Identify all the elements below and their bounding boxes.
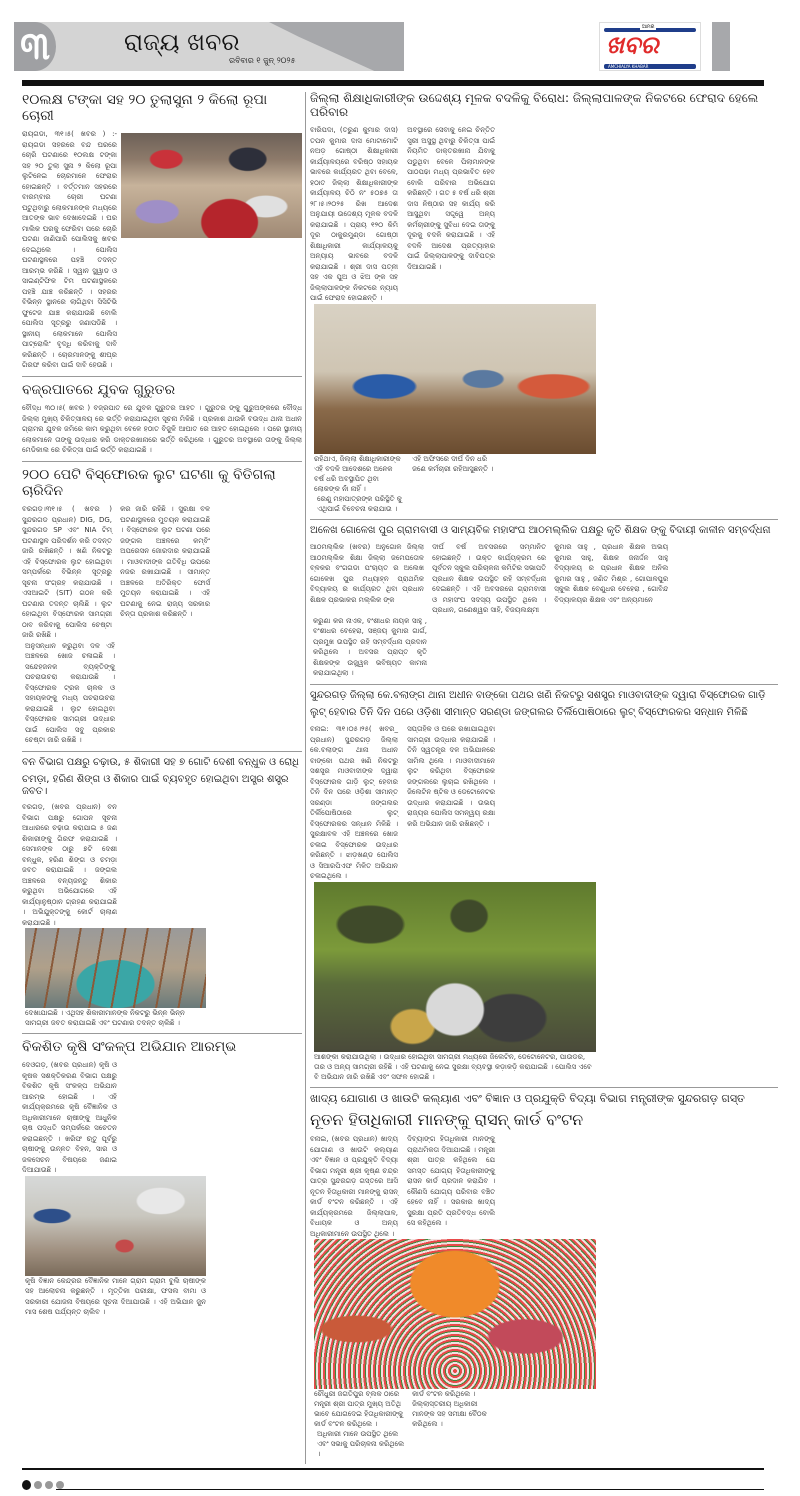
headline-forest-2[interactable]: ଚମଡ଼ା, ହରିଣ ଶିଙ୍ଗ ଓ ଶିକାର ପାଇଁ ବ୍ୟବହୃତ ହୋଇଥିବା ଅସ୍ତ୍ର ଶସ୍ତ୍ର ଜବତ। bbox=[22, 774, 289, 797]
caption-transfer-2: ଏହି ଅଫିସରେ ଦୀର୍ଘ ଦିନ ଧରି ଜଣେ କର୍ମଚାରୀ ରହିଆସୁଛନ୍ତି । bbox=[412, 454, 494, 473]
caption-transfer-1: ରହିଥାଏ, ଜିଲ୍ଲା ଶିକ୍ଷାଧିକାରୀଙ୍କ ଏହି ବଦଳି ଆଦେଶରେ ଅନେକ ବର୍ଷ ଧରି ଅବସ୍ଥାପିତ ଥିବା ଲୋକଙ୍କ ନାଁ ନାହିଁ । bbox=[314, 454, 401, 493]
section-divider bbox=[310, 684, 778, 685]
caption-forest: ଦେଖାଯାଇଛି । ଏଥିସହ ଶିକାରୀମାନଙ୍କ ନିକଟରୁ ଭିନ୍ନ ଭିନ୍ନ ସାମଗ୍ରୀ ଜବତ କରାଯାଇଛି ଏବଂ ଘଟଣାର ତଦନ୍ତ ଚାଲିଛି । bbox=[25, 1009, 185, 1027]
masthead-right-block bbox=[712, 22, 730, 71]
section-title: ରାଜ୍ୟ ଖବର bbox=[124, 28, 240, 56]
caption-ration-2: କାର୍ଡ ବଂଟନ କରିଥିଲେ । ଜିଲ୍ଲାସ୍ତରୀୟ ଅଧିକାରୀ ମାନଙ୍କ ସହ ସମୀକ୍ଷା ବୈଠକ କରିଥିଲେ । bbox=[412, 1390, 487, 1428]
footer-line bbox=[56, 1489, 764, 1490]
forest-row bbox=[22, 802, 302, 1028]
farewell-row bbox=[310, 542, 778, 679]
section-divider bbox=[22, 751, 302, 752]
headline-transfer[interactable]: ଜିଲ୍ଲା ଶିକ୍ଷାଧିକାରୀଙ୍କ ଉଦ୍ଦେଶ୍ୟ ମୂଳକ ବଦଳିକୁ ବିରୋଧ: ଜିଲ୍ଲାପାଳଙ୍କ ନିକଟରେ ଫେରାଦ ହେଲେ ପରିବାର bbox=[310, 91, 759, 119]
logo-tagline: ଆମର bbox=[642, 24, 655, 30]
article-body-farewell-4: କରୁଣା କର ନାଏକ, ବଂଶୀଧର ନାୟକ ସାହୁ , ବଂଶୀଧର ବେହେରା, ସଞ୍ଜୟ କୁମାର ଗାର୍ଗ, ପ୍ରମୁଖ ଉପସ୍ଥିତ ରହି ସମ୍ବର୍ଦ୍ଧନା ପ୍ରଦାନ କରିଥିଲେ । ଅବସର ପ୍ରାପ୍ତ କୃତି ଶିକ୍ଷକଙ୍କ ଉଜ୍ଜ୍ୱଳ ଭବିଷ୍ୟତ କାମନା କରାଯାଇଥିଲା । bbox=[313, 616, 427, 677]
theft-group bbox=[22, 129, 302, 371]
page-dot[interactable] bbox=[45, 1481, 53, 1489]
section-divider bbox=[22, 1033, 302, 1034]
article-body-farewell-3: କୁମାର ସାହୁ , ପ୍ରଧାନ ଶିକ୍ଷକ ଅଭୟ କୁମାର ସାହୁ, ଶିକ୍ଷକ ଜନାର୍ଦ୍ଦନ ସାହୁ ବିଦ୍ୟାଳୟ ର ପ୍ରଧାନ ଶିକ୍ଷକ ଅନିଲ କୁମାର ସାହୁ , ଜଣିତ ମିଶ୍ର , ଗୋପାଳପୁର ସ୍କୁଲ ଶିକ୍ଷକ ବେଣୁଧର ବେହେରା , ଗୋବିନ୍ଦ ବିଦ୍ୟାଳୟର ଶିକ୍ଷକ ଏବଂ ଅନ୍ୟମାନେ bbox=[554, 543, 669, 604]
article-body-transfer-mid: ଅବସ୍ଥାରେ ସେବାକୁ ନେଇ ଚିନ୍ତିତ ସ୍ତ୍ରୀ ଅସୁସ୍ଥ ଥିବାରୁ ଚିକିତ୍ସା ପାଇଁ ନିୟମିତ ଡାକ୍ତରଖାନା ଯିବାକୁ ପଡୁଥିବା ବେଳେ ପିଲାମାନଙ୍କ ପାଠପଢା ମଧ୍ୟ ପ୍ରଭାବିତ ହେବ ବୋଲି ପରିବାର ଅଭିଯୋଗ କରିଛନ୍ତି । ଗତ ୫ ବର୍ଷ ଧରି ଶ୍ରୀ ଦାସ ନିଷ୍ଠାର ସହ କାର୍ଯ୍ୟ କରି ଆସୁଥିବା ସତ୍ତ୍ୱେ ଅନ୍ୟ କର୍ମଚାରୀଙ୍କୁ ସୁବିଧା ଦେଇ ତାଙ୍କୁ ଦୂରକୁ ବଦଳି କରାଯାଇଛି । ଏହି ବଦଳି ଆଦେଶ ପ୍ରତ୍ୟାହାର ପାଇଁ ଜିଲ୍ଲାପାଳଙ୍କୁ ଦାବିପତ୍ର ଦିଆଯାଇଛି । bbox=[407, 126, 496, 271]
agri-photo-block bbox=[25, 1176, 206, 1318]
article-body-loot-3: ଅନୁସନ୍ଧାନ କରୁଥିବା ଦଳ ଏହି ଅଞ୍ଚଳରେ ଖୋଜ ଚଳାଇଛି । ସନ୍ଦେହଜନକ ବ୍ୟକ୍ତିଙ୍କୁ ପଚରାଉଚରା କରାଯାଉଛି । ବିସ୍ଫୋରକ ଟ୍ରକ ଚାଳକ ଓ ସହାୟକଙ୍କୁ ମଧ୍ୟ ପଚରାଉଚରା କରାଯାଇଛି । ଲୁଟ ହୋଇଥିବା ବିସ୍ଫୋରକ ସାମଗ୍ରୀ ଉଦ୍ଧାର ପାଇଁ ପୋଲିସ ସବୁ ପ୍ରକାର ଚେଷ୍ଟା ଜାରି ରଖିଛି । bbox=[25, 641, 115, 744]
newspaper-logo[interactable] bbox=[599, 22, 701, 71]
photo-forest-raid bbox=[25, 928, 206, 1008]
explosives-photo-block bbox=[314, 882, 596, 1082]
photo-explosives bbox=[314, 882, 596, 1052]
headline-loot[interactable]: ୨୦୦ ପେଟି ବିସ୍ଫୋରକ ଲୁଟ ଘଟଣା କୁ ବିତିଗଲା ଚାରିଦିନ bbox=[22, 467, 276, 500]
forest-photo-block bbox=[25, 928, 206, 1028]
article-body-explosives-1: ବନାଇ: ୩୧।୦୫।୨୫( ଖବର_ ପ୍ରଧାନ) ସୁନ୍ଦରଗଡ଼ ଜିଲ୍ଲା କେ.ବଲାଙ୍ଗ ଥାନା ଅଧୀନ ବାଙ୍କୋ ପଥର ଖଣି ନିକଟରୁ ସଶସ୍ତ୍ର ମାଓବାଦୀଙ୍କ ଦ୍ୱାରା ବିସ୍ଫୋରକ ଗାଡ଼ି ଲୁଟ୍ ହେବାର ତିନି ଦିନ ପରେ ଓଡ଼ିଶା ସୀମାନ୍ତ ସରଣ୍ଡା ଜଙ୍ଗଲର ତିର୍ଲିପୋଷିଠାରେ ଲୁଟ୍ ବିସ୍ଫୋରକର ସନ୍ଧାନ ମିଳିଛି । ସୁରକ୍ଷାବଳ ଏହି ଅଞ୍ଚଳରେ ଖୋଜ ଚଳାଇ ବିସ୍ଫୋରକ ଉଦ୍ଧାର କରିଛନ୍ତି । ଝାଡ଼ଖଣ୍ଡ ପୋଲିସ ଓ ସିଆରପିଏଫ ମିଳିତ ଅଭିଯାନ ଚଳାଇଥିଲେ । bbox=[310, 725, 398, 880]
headline-ration-1[interactable]: ଖାଦ୍ୟ ଯୋଗାଣ ଓ ଖାଉଟି କଲ୍ୟାଣ ଏବଂ ବିଜ୍ଞାନ ଓ ପ୍ରଯୁକ୍ତି ବିଦ୍ୟା ବିଭାଗ ମନ୍ତ୍ରୀଙ୍କ ସୁନ୍ଦରଗଡ଼ ଗସ୍ତ bbox=[310, 1092, 745, 1105]
article-body-lightning: ବୌଦ୍ଧ ୩୦।୫( ଖବର ) ବଜ୍ରପାତ ରେ ଯୁବକ ଗୁରୁତର ଆହତ । ଗୁରୁତର ଙ୍କୁ ଗୁରୁଅଙ୍କରେ ବୌଦ୍ଧ ଜିଲ୍ଲା ମୁଖ୍ୟ ଚିକିତ୍ସାଳୟ ରେ ଭର୍ତ୍ତି କରାଯାଇଥିବା ସୂଚନା ମିଳିଛି । ପ୍ରକାଶ ଥାଉକି ବଉଦ୍ଧ ଥାନା ଅଧୀନ ଗ୍ରାମର ଯୁବକ ଜମିରେ କାମ କରୁଥିବା ବେଳେ ହଠାତ ବିଜୁଳି ଆଘାତ ରେ ଆହତ ହୋଇଥିଲେ । ପରେ ସ୍ଥାନୀୟ ଲୋକମାନେ ତାଙ୍କୁ ଉଦ୍ଧାର କରି ଡାକ୍ତରଖାନାରେ ଭର୍ତ୍ତି କରିଥିଲେ । ଗୁରୁତର ଅବସ୍ଥାରେ ତାଙ୍କୁ ଜିଲ୍ଲା ମେଡିକାଲ ରେ ଚିକିତ୍ସା ପାଇଁ ଭର୍ତ୍ତି କରାଯାଇଛି । bbox=[22, 404, 302, 454]
photo-theft bbox=[121, 133, 302, 238]
explosives-row bbox=[310, 724, 778, 1082]
transfer-photo-block bbox=[314, 304, 596, 514]
page-number: ୩ bbox=[14, 22, 56, 71]
article-body-theft: ରାୟଗଡା, ୩୧।୫( ଖବର ) :- ରାୟଗଡା ସହରରେ ବନ୍ଦ ଘରରେ ଚୋରି ଘଟଣାରେ ୧୦ଲକ୍ଷ ଟଙ୍କା ସହ ୨୦ ତୁଲା ସୁନା ୨ କିଲୋ ରୂପା ଲୁଟିନେଇ ଚୋରମାନେ ଫେରାର ହୋଇଛନ୍ତି । ବର୍ତ୍ତମାନ ସହରରେ ବାରମ୍ବାର ଚୋରୀ ଘଟଣା ଘଟୁଥିବାରୁ ଲୋକମାନଙ୍କ ମଧ୍ୟରେ ଆତଙ୍କ ଭାବ ଦେଖାଦେଇଛି । ଘର ମାଲିକ ଘରକୁ ଫେରିବା ପରେ ଚୋରି ଘଟଣା ଜାଣିପାରି ପୋଲିସକୁ ଖବର ଦେଇଥିଲେ । ପୋଲିସ ଘଟଣାସ୍ଥଳରେ ପହଞ୍ଚି ତଦନ୍ତ ଆରମ୍ଭ କରିଛି । ସ୍ୱାନ ସ୍କ୍ୱାଡ ଓ ସାଇଣ୍ଟିଫିକ ଟିମ ଘଟଣାସ୍ଥଳରେ ପହଞ୍ଚି ଯାଞ୍ଚ କରିଛନ୍ତି । ସହରର ବିଭିନ୍ନ ସ୍ଥାନରେ ଲାଗିଥିବା ସିସିଟିଭି ଫୁଟେଜ ଯାଞ୍ଚ କରାଯାଉଛି ବୋଲି ପୋଲିସ ସୂତ୍ରରୁ ଜଣାପଡିଛି । ସ୍ଥାନୀୟ ଲୋକମାନେ ପୋଲିସ ପାଟ୍ରୋଲିଂ ବୃଦ୍ଧି କରିବାକୁ ଦାବି କରିଛନ୍ତି । ଚୋରମାନଙ୍କୁ ଶୀଘ୍ର ଗିରଫ କରିବା ପାଇଁ ଦାବି ହେଉଛି । bbox=[22, 130, 117, 369]
headline-farewell[interactable]: ଅଳେଖ ଗୋଳେଖ ପୁର ଗ୍ରାମବାସୀ ଓ ସାମ୍ୟବିକ ମହାସଂଘ ଆଠମଲ୍ଲିକ ପକ୍ଷରୁ କୃତି ଶିକ୍ଷକ ଙ୍କୁ ବିଦାୟୀ କାଳୀନ ସମ୍ବର୍ଦ୍ଧନା bbox=[310, 525, 771, 536]
caption-ration-1: ଚୌଧୁରୀ ଜଗତିପୁର ବ୍ଲକ ଠାରେ ମନ୍ତ୍ରୀ ଶ୍ରୀ ପାତ୍ର ମୁଖ୍ୟ ଅତିଥି ଭାବେ ଯୋଗଦେଇ ହିତାଧିକାରୀଙ୍କୁ କାର୍ଡ ବଂଟନ କରିଥିଲେ । bbox=[314, 1390, 404, 1428]
caption-explosives: ଆଶଙ୍କା କରାଯାଉଥିଲା । ଉଦ୍ଧାର ହୋଇଥିବା ସାମଗ୍ରୀ ମଧ୍ୟରେ ଜିଲେଟିନ, ଡେଟୋନେଟର, ପାଉଡର, ତାର ଓ ଅନ୍ୟ ସାମଗ୍ରୀ ରହିଛି । ଏହି ଘଟଣାକୁ ନେଇ ସୁରକ୍ଷା ବ୍ୟବସ୍ଥା କଡ଼ାକଡ଼ି କରାଯାଇଛି । ପୋଲିସ ଏବେ ବି ଅଭିଯାନ ଜାରି ରଖିଛି ଏବଂ ସଫଳ ହୋଇଛି । bbox=[314, 1052, 592, 1081]
article-body-agri-left: ଦେଓଗଡ଼, (ଖବର ପ୍ରଧାନ) କୃଷି ଓ କୃଷକ ସଶକ୍ତିକରଣ ବିଭାଗ ପକ୍ଷରୁ ବିକଶିତ କୃଷି ସଂକଳ୍ପ ଅଭିଯାନ ଆରମ୍ଭ ହୋଇଛି । ଏହି କାର୍ଯ୍ୟକ୍ରମରେ କୃଷି ବୈଜ୍ଞାନିକ ଓ ଅଧିକାରୀମାନେ ଚାଷୀଙ୍କୁ ଆଧୁନିକ ଚାଷ ପଦ୍ଧତି ସମ୍ପର୍କରେ ସଚେତନ କରାଇଛନ୍ତି । ଖରିଫ ଋତୁ ପୂର୍ବରୁ ଚାଷୀଙ୍କୁ ଉନ୍ନତ ବିହନ, ସାର ଓ ଜଳସେଚନ ବିଷୟରେ ଜଣାଇ ଦିଆଯାଉଛି । bbox=[22, 1061, 117, 1174]
issue-date: ରବିବାର ୧ ଜୁନ୍ ୨୦୨୫ bbox=[229, 56, 296, 65]
loot-columns bbox=[22, 504, 302, 746]
caption-transfer-3: ରେଣୁ ମହାପାତ୍ରଙ୍କ ପରିସ୍ଥିତି କୁ ଏଥିପାଇଁ ବିବେଚନା କରାଯାଉ । bbox=[317, 494, 402, 513]
article-body-explosives-2: ସପ୍ତାହିକ ଓ ଘରେ ରଖାଯାଇଥିବା ସାମଗ୍ରୀ ଉଦ୍ଧାର କରାଯାଇଛି । ତିନି ସ୍ୱତନ୍ତ୍ର ଦଳ ଅଭିଯାନରେ ସାମିଲ ଥିଲେ । ମାଓବାଦୀମାନେ ଲୁଟ କରିଥିବା ବିସ୍ଫୋରକ ଜଙ୍ଗଲରେ ଲୁଚାଇ ରଖିଥିଲେ । ଜିଲେଟିନ ଷ୍ଟିକ ଓ ଡେଟୋନେଟର ଉଦ୍ଧାର କରାଯାଇଛି । ଉଭୟ ରାଜ୍ୟର ପୋଲିସ ସମନ୍ୱୟ ରକ୍ଷା କରି ଅଭିଯାନ ଜାରି ରଖିଛନ୍ତି । bbox=[407, 725, 496, 828]
ration-photo-block bbox=[314, 1239, 596, 1459]
ration-row bbox=[310, 1134, 778, 1459]
headline-forest-1[interactable]: ବନ ବିଭାଗ ପକ୍ଷରୁ ଚଢ଼ାଉ, ୫ ଶିକାରୀ ସହ ୭ ଗୋଟି ଦେଶୀ ବନ୍ଧୁକ ଓ ରୋଧି bbox=[22, 757, 299, 768]
footer-rule bbox=[22, 1468, 764, 1470]
headline-explosives-1[interactable]: ସୁନ୍ଦରଗଡ଼ ଜିଲ୍ଲା କେ.ବଲାଙ୍ଗ ଥାନା ଅଧୀନ ବାଙ୍କୋ ପଥର ଖଣି ନିକଟରୁ ସଶସ୍ତ୍ର ମାଓବାଦୀଙ୍କ ଦ୍ୱାରା ବିସ୍ଫୋରକ ଗାଡ଼ି bbox=[310, 690, 766, 701]
article-body-forest: ବରଗଡ଼, (ଖବର ପ୍ରଧାନ) ବନ ବିଭାଗ ପକ୍ଷରୁ ଗୋପନ ସୂଚନା ଆଧାରରେ ଚଢ଼ାଉ କରାଯାଇ ୫ ଜଣ ଶିକାରୀଙ୍କୁ ଗିରଫ କରାଯାଇଛି । ସେମାନଙ୍କ ଠାରୁ ୭ଟି ଦେଶୀ ବନ୍ଧୁକ, ହରିଣ ଶିଙ୍ଗ ଓ ଚମଡ଼ା ଜବତ କରାଯାଇଛି । ଜଙ୍ଗଲ ଅଞ୍ଚଳରେ ବନ୍ୟଜନ୍ତୁ ଶିକାର କରୁଥିବା ଅଭିଯୋଗରେ ଏହି କାର୍ଯ୍ୟାନୁଷ୍ଠାନ ଗ୍ରହଣ କରାଯାଇଛି । ଅଭିଯୁକ୍ତଙ୍କୁ କୋର୍ଟ ଚାଲାଣ କରାଯାଇଛି । bbox=[22, 803, 117, 927]
logo-wordmark: ଖବର bbox=[606, 31, 659, 59]
photo-transfer bbox=[314, 304, 596, 454]
article-body-agri-right: କୃଷି ବିଜ୍ଞାନ କେନ୍ଦ୍ରର ବୈଜ୍ଞାନିକ ମାନେ ଗ୍ରାମ ଗ୍ରାମ ବୁଲି ଚାଷୀଙ୍କ ସହ ଆଲୋଚନା କରୁଛନ୍ତି । ମୃତ୍ତିକା ପରୀକ୍ଷା, ଫସଲ ବୀମା ଓ ସରକାରୀ ଯୋଜନା ବିଷୟରେ ସୂଚନା ଦିଆଯାଉଛି । ଏହି ଅଭିଯାନ ଜୁନ ମାସ ଶେଷ ପର୍ଯ୍ୟନ୍ତ ଚାଲିବ । bbox=[25, 1276, 206, 1316]
logo-subtitle: AMCHIALYA KHABAR bbox=[608, 64, 649, 69]
article-body-loot-1: ବରଗଡ଼।୩୧।୫ ( ଖବର ) ସୁନ୍ଦରଗଡ ପ୍ରଧାନ) DIG, DG, ସୁନ୍ଦରଗଡ SP ଏବଂ NIA ଟିମ୍ ଘଟଣାସ୍ଥଳ ପରିଦର୍ଶନ କରି ତଦନ୍ତ ଜାରି ରଖିଛନ୍ତି । ଖଣି ନିକଟରୁ ଏହି ବିସ୍ଫୋରକ ଲୁଟ ହୋଇଥିବା ସମ୍ପର୍କରେ ବିଭିନ୍ନ ସୂତ୍ରରୁ ସୂଚନା ସଂଗ୍ରହ କରାଯାଉଛି । ଏସଆଇଟି (SIT) ଗଠନ କରି ଘଟଣାର ତଦନ୍ତ ଚାଲିଛି । ଲୁଟ ହୋଇଥିବା ବିସ୍ଫୋରକ ସାମଗ୍ରୀ ଠାବ କରିବାକୁ ପୋଲିସ ଚେଷ୍ଟା ଜାରି ରଖିଛି । bbox=[22, 505, 112, 639]
page-dot[interactable] bbox=[34, 1481, 42, 1489]
caption-ration-3: ଅଧିକାରୀ ମାନେ ଉପସ୍ଥିତ ଥିଲେ ଏବଂ ସଭାକୁ ପରିଚାଳନା କରିଥିଲେ । bbox=[317, 1430, 405, 1458]
article-body-ration-1: ବନାଇ, (ଖବର ପ୍ରଧାନ) ଖାଦ୍ୟ ଯୋଗାଣ ଓ ଖାଉଟି କଲ୍ୟାଣ ଏବଂ ବିଜ୍ଞାନ ଓ ପ୍ରଯୁକ୍ତି ବିଦ୍ୟା ବିଭାଗ ମନ୍ତ୍ରୀ ଶ୍ରୀ କୃଷ୍ଣ ଚନ୍ଦ୍ର ପାତ୍ର ସୁନ୍ଦରଗଡ଼ ଗସ୍ତରେ ଆସି ନୂତନ ହିତାଧିକାରୀ ମାନଙ୍କୁ ରାସନ୍ କାର୍ଡ ବଂଟନ କରିଛନ୍ତି । ଏହି କାର୍ଯ୍ୟକ୍ରମରେ ଜିଲ୍ଲାପାଳ, ବିଧାୟକ ଓ ଅନ୍ୟ ଅଧିକାରୀମାନେ ଉପସ୍ଥିତ ଥିଲେ । bbox=[310, 1135, 398, 1238]
section-divider bbox=[310, 1087, 778, 1088]
header-rule bbox=[22, 80, 764, 86]
column-divider bbox=[305, 92, 306, 1464]
photo-agri bbox=[25, 1176, 206, 1276]
agri-row bbox=[22, 1060, 302, 1318]
article-body-farewell-1: ଆଠମଲ୍ଲିକ (ଖବର) ଅନୁଗୋଳ ଜିଲ୍ଲା ଆଠମଲ୍ଲିକ ଶିକ୍ଷା ଜିଲ୍ଲା ଜମେପତୋଳ ବ୍ଳକର ବଂଗଗଡା ପଂଚାୟତ ର ଅଲେଖ ଗୋଳେଖ ପୁର ମଧ୍ୟାହ୍ନ ପ୍ରାଥମିକ ବିଦ୍ୟାଳୟ ର କାର୍ଯ୍ୟରତ ଥିବା ପ୍ରଧାନ ଶିକ୍ଷକ ପ୍ରଭାକର ମଲ୍ଲିକ ଙ୍କ bbox=[310, 543, 424, 604]
headline-ration-2[interactable]: ନୂତନ ହିତାଧିକାରୀ ମାନଙ୍କୁ ରାସନ୍ କାର୍ଡ ବଂଟନ bbox=[310, 1110, 584, 1129]
section-divider bbox=[22, 461, 302, 462]
page-dot[interactable] bbox=[56, 1481, 64, 1489]
headline-agri[interactable]: ବିକଶିତ କୃଷି ସଂକଳ୍ପ ଅଭିଯାନ ଆରମ୍ଭ bbox=[22, 1039, 237, 1055]
headline-theft[interactable]: ୧୦ଲକ୍ଷ ଟଙ୍କା ସହ ୨୦ ତୁଲାସୁନା ୨ କିଲୋ ରୂପା ଚୋରୀ bbox=[22, 92, 268, 125]
section-divider bbox=[22, 376, 302, 377]
headline-explosives-2[interactable]: ଲୁଟ୍ ହେବାର ତିନି ଦିନ ପରେ ଓଡ଼ିଶା ସୀମାନ୍ତ ସରଣ୍ଡା ଜଙ୍ଗଲର ତିର୍ଲିପୋଷିଠାରେ ଲୁଟ୍ ବିସ୍ଫୋରକର ସନ୍ଧାନ ମିଳିଛି bbox=[310, 707, 748, 718]
transfer-row bbox=[310, 125, 778, 514]
masthead bbox=[14, 22, 782, 72]
page-dot-active[interactable] bbox=[22, 1480, 31, 1490]
article-body-loot-2: କର ଜାରି ରହିଛି । ସୁରକ୍ଷା ବଳ ଘଟଣାସ୍ଥଳରେ ମୁତୟନ କରାଯାଇଛି । ବିସ୍ଫୋରକ ଲୁଟ ଘଟଣା ପରେ ଜଙ୍ଗଲ ଅଞ୍ଚଳରେ କମ୍ବିଂ ଅପରେସନ ଜୋରଦାର କରାଯାଇଛି । ମାଓବାଦୀଙ୍କ ଗତିବିଧି ଉପରେ ନଜର ରଖାଯାଇଛି । ସୀମାନ୍ତ ଅଞ୍ଚଳରେ ଅତିରିକ୍ତ ଫୋର୍ସ ମୁତୟନ କରାଯାଇଛି । ଏହି ଘଟଣାକୁ ନେଇ ରାଜ୍ୟ ସରକାର ଚିନ୍ତା ପ୍ରକାଶ କରିଛନ୍ତି । bbox=[120, 505, 211, 618]
section-divider bbox=[310, 519, 778, 520]
article-body-transfer-left: ବାରିପଦା, (ତରୁଣ କୁମାର ଦାସ) ତପନ କୁମାର ଦାସ ମୋଟାମୋଟି ନଅଡ଼ ଗୋଷ୍ଠୀ ଶିକ୍ଷାଧିକାରୀ କାର୍ଯ୍ୟାଳୟରେ ବରିଷ୍ଠ ସହାୟକ ଭାବରେ କାର୍ଯ୍ୟରତ ଥିବା ବେଳେ, ହଠାତ ଜିଲ୍ଲା ଶିକ୍ଷାଧିକାରୀଙ୍କ କାର୍ଯ୍ୟାଳୟ ଚିଠି ନଂ ୫୦୭୫ ତା ୨୮।୫।୨୦୨୫ ରିଖ ଆଦେଶ ଅନୁଯାୟୀ ଉଦ୍ଦେଶ୍ୟ ମୂଳକ ବଦଳି କରାଯାଇଛି । ପ୍ରାୟ ୧୨୦ କିମି ଦୂର ଠାକୁରମୁଣ୍ଡା ଗୋଷ୍ଠୀ ଶିକ୍ଷାଧିକାରୀ କାର୍ଯ୍ୟାଳୟକୁ ଅନ୍ୟାୟ ଭାବରେ ବଦଳି କରାଯାଇଛି । ଶ୍ରୀ ଦାସ ପତ୍ନୀ ସହ ଏକ ପୁଅ ଓ ଝିଅ ଙ୍କ ସହ ଜିଲ୍ଲାପାଳଙ୍କ ନିକଟରେ ନ୍ୟାୟ ପାଇଁ ଫେରାଦ ହୋଇଛନ୍ତି । bbox=[310, 126, 398, 302]
photo-ration bbox=[314, 1239, 596, 1389]
article-body-ration-2: ଦିବ୍ୟାଙ୍ଗ ହିତାଧିକାରୀ ମାନଙ୍କୁ ପ୍ରାଥମିକତା ଦିଆଯାଇଛି । ମନ୍ତ୍ରୀ ଶ୍ରୀ ପାତ୍ର କହିଥିଲେ ଯେ ସମସ୍ତ ଯୋଗ୍ୟ ହିତାଧିକାରୀଙ୍କୁ ରାସନ କାର୍ଡ ପ୍ରଦାନ କରାଯିବ । କୌଣସି ଯୋଗ୍ୟ ପରିବାର ବଞ୍ଚିତ ହେବେ ନାହିଁ । ସରକାର ଖାଦ୍ୟ ସୁରକ୍ଷା ପ୍ରତି ପ୍ରତିବଦ୍ଧ ବୋଲି ସେ କହିଥିଲେ । bbox=[407, 1135, 496, 1227]
headline-lightning[interactable]: ବଜ୍ରପାତରେ ଯୁବକ ଗୁରୁତର bbox=[22, 382, 176, 398]
article-body-farewell-2: ଦୀର୍ଘ ବର୍ଷ ଅବସରରେ ସମ୍ମାନିତ ହୋଇଛନ୍ତି । ଉକ୍ତ କାର୍ଯ୍ୟକ୍ରମ ରେ ପୂର୍ବତନ ସ୍କୁଲ ପରିଚାଳନା କମିଟିର ସଭାପତି ପ୍ରଧାନ ଶିକ୍ଷକ ଉପସ୍ଥିତ ରହି ସମ୍ବର୍ଦ୍ଧନା ଦେଇଛନ୍ତି । ଏହି ଅବସରରେ ଗ୍ରାମବାସୀ ଓ ମହାସଂଘ ସଦସ୍ୟ ଉପସ୍ଥିତ ଥିଲେ । ପ୍ରଧାନ, ଗଣେଶ୍ୱର ସାହି, ବିଜୟଲକ୍ଷ୍ମୀ bbox=[432, 543, 547, 614]
